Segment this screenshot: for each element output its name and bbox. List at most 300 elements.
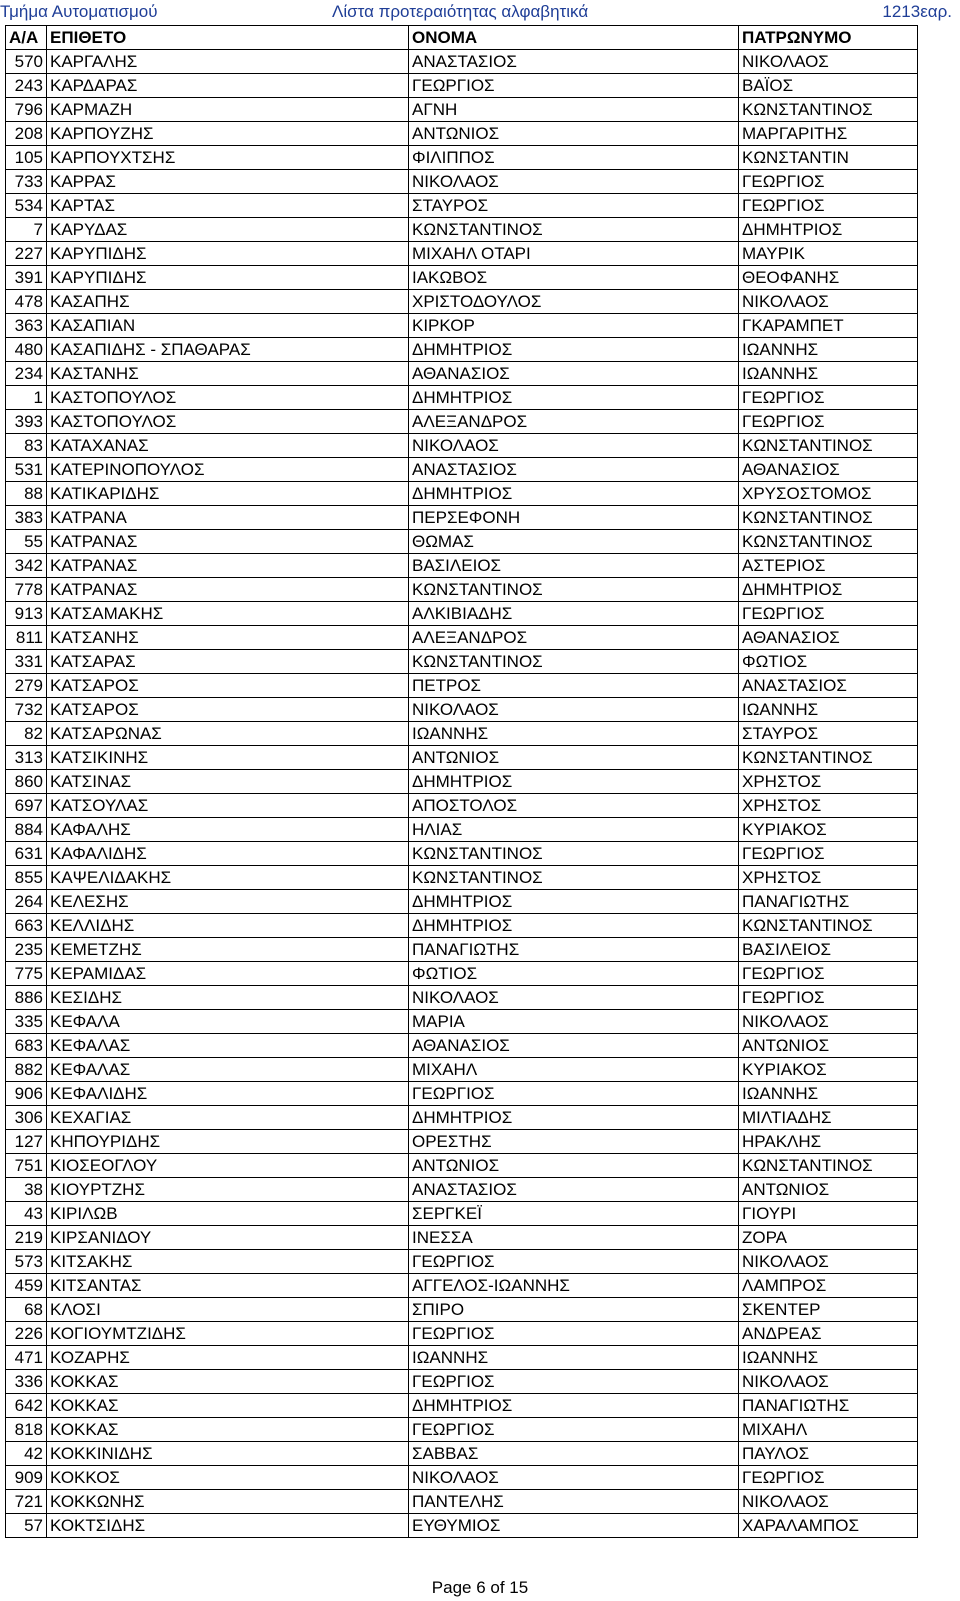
cell-surname: ΚΕΡΑΜΙΔΑΣ bbox=[47, 962, 409, 986]
cell-aa: 855 bbox=[6, 866, 47, 890]
cell-fathers-name: ΑΣΤΕΡΙΟΣ bbox=[739, 554, 918, 578]
cell-first-name: ΦΩΤΙΟΣ bbox=[409, 962, 739, 986]
cell-surname: ΚΕΛΛΙΔΗΣ bbox=[47, 914, 409, 938]
table-row bbox=[6, 986, 918, 1010]
table-row bbox=[6, 1442, 918, 1466]
cell-first-name: ΑΓΝΗ bbox=[409, 98, 739, 122]
table-row bbox=[6, 1418, 918, 1442]
cell-fathers-name: ΦΩΤΙΟΣ bbox=[739, 650, 918, 674]
cell-aa: 884 bbox=[6, 818, 47, 842]
cell-fathers-name: ΑΝΑΣΤΑΣΙΟΣ bbox=[739, 674, 918, 698]
table-row bbox=[6, 1370, 918, 1394]
cell-aa: 860 bbox=[6, 770, 47, 794]
cell-first-name: ΓΕΩΡΓΙΟΣ bbox=[409, 74, 739, 98]
table-row bbox=[6, 362, 918, 386]
cell-aa: 208 bbox=[6, 122, 47, 146]
table-row bbox=[6, 602, 918, 626]
table-row bbox=[6, 1274, 918, 1298]
cell-aa: 642 bbox=[6, 1394, 47, 1418]
cell-aa: 264 bbox=[6, 890, 47, 914]
table-row bbox=[6, 1058, 918, 1082]
cell-first-name: ΠΑΝΑΓΙΩΤΗΣ bbox=[409, 938, 739, 962]
table-row bbox=[6, 1466, 918, 1490]
cell-fathers-name: ΓΕΩΡΓΙΟΣ bbox=[739, 602, 918, 626]
cell-fathers-name: ΔΗΜΗΤΡΙΟΣ bbox=[739, 578, 918, 602]
table-body bbox=[6, 50, 918, 1538]
cell-surname: ΚΑΤΣΑΡΟΣ bbox=[47, 674, 409, 698]
page-number: Page 6 of 15 bbox=[431, 1578, 529, 1597]
cell-aa: 534 bbox=[6, 194, 47, 218]
cell-fathers-name: ΘΕΟΦΑΝΗΣ bbox=[739, 266, 918, 290]
cell-fathers-name: ΧΡΗΣΤΟΣ bbox=[739, 794, 918, 818]
cell-first-name: ΝΙΚΟΛΑΟΣ bbox=[409, 986, 739, 1010]
table-row bbox=[6, 386, 918, 410]
cell-fathers-name: ΚΩΝΣΤΑΝΤΙΝΟΣ bbox=[739, 1154, 918, 1178]
cell-fathers-name: ΙΩΑΝΝΗΣ bbox=[739, 1346, 918, 1370]
cell-surname: ΚΑΤΑΧΑΝΑΣ bbox=[47, 434, 409, 458]
page-header bbox=[0, 0, 960, 24]
cell-aa: 886 bbox=[6, 986, 47, 1010]
cell-aa: 331 bbox=[6, 650, 47, 674]
cell-surname: ΚΑΣΤΟΠΟΥΛΟΣ bbox=[47, 386, 409, 410]
cell-fathers-name: ΒΑΣΙΛΕΙΟΣ bbox=[739, 938, 918, 962]
cell-surname: ΚΑΤΣΑΡΑΣ bbox=[47, 650, 409, 674]
cell-aa: 778 bbox=[6, 578, 47, 602]
table-row bbox=[6, 746, 918, 770]
cell-fathers-name: ΝΙΚΟΛΑΟΣ bbox=[739, 1490, 918, 1514]
cell-surname: ΚΑΣΑΠΙΑΝ bbox=[47, 314, 409, 338]
cell-fathers-name: ΑΝΤΩΝΙΟΣ bbox=[739, 1178, 918, 1202]
cell-aa: 88 bbox=[6, 482, 47, 506]
table-row bbox=[6, 1394, 918, 1418]
cell-first-name: ΚΙΡΚΟΡ bbox=[409, 314, 739, 338]
cell-fathers-name: ΠΑΝΑΓΙΩΤΗΣ bbox=[739, 890, 918, 914]
cell-aa: 631 bbox=[6, 842, 47, 866]
cell-aa: 480 bbox=[6, 338, 47, 362]
cell-fathers-name: ΙΩΑΝΝΗΣ bbox=[739, 338, 918, 362]
cell-aa: 105 bbox=[6, 146, 47, 170]
cell-surname: ΚΑΣΑΠΙΔΗΣ - ΣΠΑΘΑΡΑΣ bbox=[47, 338, 409, 362]
cell-surname: ΚΑΤΣΑΡΟΣ bbox=[47, 698, 409, 722]
cell-aa: 383 bbox=[6, 506, 47, 530]
cell-first-name: ΘΩΜΑΣ bbox=[409, 530, 739, 554]
cell-surname: ΚΟΚΚΟΣ bbox=[47, 1466, 409, 1490]
cell-first-name: ΔΗΜΗΤΡΙΟΣ bbox=[409, 338, 739, 362]
cell-surname: ΚΕΣΙΔΗΣ bbox=[47, 986, 409, 1010]
cell-fathers-name: ΧΡΥΣΟΣΤΟΜΟΣ bbox=[739, 482, 918, 506]
cell-surname: ΚΛΟΣΙ bbox=[47, 1298, 409, 1322]
cell-fathers-name: ΧΑΡΑΛΑΜΠΟΣ bbox=[739, 1514, 918, 1538]
cell-fathers-name: ΚΩΝΣΤΑΝΤΙΝΟΣ bbox=[739, 746, 918, 770]
cell-surname: ΚΟΚΚΑΣ bbox=[47, 1370, 409, 1394]
cell-surname: ΚΑΣΑΠΗΣ bbox=[47, 290, 409, 314]
cell-first-name: ΣΕΡΓΚΕΪ bbox=[409, 1202, 739, 1226]
cell-surname: ΚΑΦΑΛΙΔΗΣ bbox=[47, 842, 409, 866]
cell-surname: ΚΟΚΚΩΝΗΣ bbox=[47, 1490, 409, 1514]
cell-surname: ΚΑΡΡΑΣ bbox=[47, 170, 409, 194]
table-row bbox=[6, 866, 918, 890]
cell-first-name: ΠΕΤΡΟΣ bbox=[409, 674, 739, 698]
cell-aa: 226 bbox=[6, 1322, 47, 1346]
cell-first-name: ΓΕΩΡΓΙΟΣ bbox=[409, 1082, 739, 1106]
cell-first-name: ΚΩΝΣΤΑΝΤΙΝΟΣ bbox=[409, 842, 739, 866]
cell-surname: ΚΙΟΥΡΤΖΗΣ bbox=[47, 1178, 409, 1202]
cell-surname: ΚΑΤΣΟΥΛΑΣ bbox=[47, 794, 409, 818]
cell-first-name: ΑΝΑΣΤΑΣΙΟΣ bbox=[409, 1178, 739, 1202]
cell-first-name: ΝΙΚΟΛΑΟΣ bbox=[409, 698, 739, 722]
cell-fathers-name: ΑΘΑΝΑΣΙΟΣ bbox=[739, 458, 918, 482]
table-row bbox=[6, 698, 918, 722]
table-row bbox=[6, 458, 918, 482]
cell-aa: 219 bbox=[6, 1226, 47, 1250]
cell-fathers-name: ΚΥΡΙΑΚΟΣ bbox=[739, 818, 918, 842]
table-row bbox=[6, 194, 918, 218]
cell-aa: 683 bbox=[6, 1034, 47, 1058]
cell-surname: ΚΟΓΙΟΥΜΤΖΙΔΗΣ bbox=[47, 1322, 409, 1346]
cell-surname: ΚΙΡΙΛΩΒ bbox=[47, 1202, 409, 1226]
cell-first-name: ΓΕΩΡΓΙΟΣ bbox=[409, 1322, 739, 1346]
cell-fathers-name: ΓΕΩΡΓΙΟΣ bbox=[739, 1466, 918, 1490]
table-row bbox=[6, 1250, 918, 1274]
cell-aa: 471 bbox=[6, 1346, 47, 1370]
table-row bbox=[6, 962, 918, 986]
cell-surname: ΚΙΤΣΑΝΤΑΣ bbox=[47, 1274, 409, 1298]
cell-fathers-name: ΑΘΑΝΑΣΙΟΣ bbox=[739, 626, 918, 650]
cell-first-name: ΔΗΜΗΤΡΙΟΣ bbox=[409, 1394, 739, 1418]
cell-aa: 336 bbox=[6, 1370, 47, 1394]
cell-surname: ΚΑΡΠΟΥΧΤΣΗΣ bbox=[47, 146, 409, 170]
table-row bbox=[6, 578, 918, 602]
cell-surname: ΚΕΧΑΓΙΑΣ bbox=[47, 1106, 409, 1130]
cell-first-name: ΔΗΜΗΤΡΙΟΣ bbox=[409, 770, 739, 794]
cell-first-name: ΧΡΙΣΤΟΔΟΥΛΟΣ bbox=[409, 290, 739, 314]
cell-first-name: ΣΠΙΡΟ bbox=[409, 1298, 739, 1322]
department-label: Τμήμα Αυτοματισμού bbox=[0, 2, 158, 21]
cell-first-name: ΙΝΕΣΣΑ bbox=[409, 1226, 739, 1250]
cell-surname: ΚΑΤΣΙΚΙΝΗΣ bbox=[47, 746, 409, 770]
cell-aa: 7 bbox=[6, 218, 47, 242]
cell-aa: 38 bbox=[6, 1178, 47, 1202]
cell-first-name: ΙΑΚΩΒΟΣ bbox=[409, 266, 739, 290]
cell-fathers-name: ΖΟΡΑ bbox=[739, 1226, 918, 1250]
cell-first-name: ΔΗΜΗΤΡΙΟΣ bbox=[409, 482, 739, 506]
cell-fathers-name: ΓΕΩΡΓΙΟΣ bbox=[739, 410, 918, 434]
cell-aa: 55 bbox=[6, 530, 47, 554]
table-row bbox=[6, 626, 918, 650]
cell-surname: ΚΟΚΚΙΝΙΔΗΣ bbox=[47, 1442, 409, 1466]
cell-surname: ΚΑΡΜΑΖΗ bbox=[47, 98, 409, 122]
cell-fathers-name: ΜΑΡΓΑΡΙΤΗΣ bbox=[739, 122, 918, 146]
table-row bbox=[6, 290, 918, 314]
cell-aa: 57 bbox=[6, 1514, 47, 1538]
cell-fathers-name: ΚΩΝΣΤΑΝΤΙΝΟΣ bbox=[739, 434, 918, 458]
column-header-first-name: ΟΝΟΜΑ bbox=[409, 26, 739, 50]
cell-surname: ΚΑΡΤΑΣ bbox=[47, 194, 409, 218]
cell-first-name: ΔΗΜΗΤΡΙΟΣ bbox=[409, 890, 739, 914]
table-row bbox=[6, 50, 918, 74]
cell-surname: ΚΑΦΑΛΗΣ bbox=[47, 818, 409, 842]
table-row bbox=[6, 1130, 918, 1154]
cell-surname: ΚΕΦΑΛΙΔΗΣ bbox=[47, 1082, 409, 1106]
table-row bbox=[6, 1034, 918, 1058]
cell-first-name: ΔΗΜΗΤΡΙΟΣ bbox=[409, 914, 739, 938]
cell-surname: ΚΑΣΤΑΝΗΣ bbox=[47, 362, 409, 386]
cell-aa: 227 bbox=[6, 242, 47, 266]
cell-aa: 697 bbox=[6, 794, 47, 818]
cell-aa: 732 bbox=[6, 698, 47, 722]
cell-fathers-name: ΒΑΪΟΣ bbox=[739, 74, 918, 98]
cell-aa: 811 bbox=[6, 626, 47, 650]
cell-first-name: ΑΝΤΩΝΙΟΣ bbox=[409, 1154, 739, 1178]
cell-aa: 913 bbox=[6, 602, 47, 626]
cell-fathers-name: ΝΙΚΟΛΑΟΣ bbox=[739, 290, 918, 314]
cell-surname: ΚΑΡΓΑΛΗΣ bbox=[47, 50, 409, 74]
cell-first-name: ΝΙΚΟΛΑΟΣ bbox=[409, 434, 739, 458]
cell-fathers-name: ΚΩΝΣΤΑΝΤΙΝΟΣ bbox=[739, 914, 918, 938]
cell-fathers-name: ΓΕΩΡΓΙΟΣ bbox=[739, 842, 918, 866]
table-row bbox=[6, 1298, 918, 1322]
cell-fathers-name: ΝΙΚΟΛΑΟΣ bbox=[739, 1370, 918, 1394]
cell-aa: 235 bbox=[6, 938, 47, 962]
cell-fathers-name: ΜΙΧΑΗΛ bbox=[739, 1418, 918, 1442]
table-row bbox=[6, 770, 918, 794]
table-row bbox=[6, 242, 918, 266]
cell-surname: ΚΗΠΟΥΡΙΔΗΣ bbox=[47, 1130, 409, 1154]
table-row bbox=[6, 818, 918, 842]
cell-first-name: ΠΑΝΤΕΛΗΣ bbox=[409, 1490, 739, 1514]
cell-first-name: ΑΓΓΕΛΟΣ-ΙΩΑΝΝΗΣ bbox=[409, 1274, 739, 1298]
cell-aa: 531 bbox=[6, 458, 47, 482]
cell-fathers-name: ΜΙΛΤΙΑΔΗΣ bbox=[739, 1106, 918, 1130]
cell-surname: ΚΕΦΑΛΑ bbox=[47, 1010, 409, 1034]
cell-fathers-name: ΚΥΡΙΑΚΟΣ bbox=[739, 1058, 918, 1082]
priority-list-table bbox=[5, 25, 918, 1538]
cell-aa: 127 bbox=[6, 1130, 47, 1154]
cell-surname: ΚΑΤΣΑΝΗΣ bbox=[47, 626, 409, 650]
cell-first-name: ΚΩΝΣΤΑΝΤΙΝΟΣ bbox=[409, 578, 739, 602]
table-row bbox=[6, 1226, 918, 1250]
cell-fathers-name: ΚΩΝΣΤΑΝΤΙΝΟΣ bbox=[739, 530, 918, 554]
cell-surname: ΚΑΤΙΚΑΡΙΔΗΣ bbox=[47, 482, 409, 506]
cell-first-name: ΓΕΩΡΓΙΟΣ bbox=[409, 1418, 739, 1442]
cell-first-name: ΙΩΑΝΝΗΣ bbox=[409, 722, 739, 746]
table-row bbox=[6, 122, 918, 146]
table-row bbox=[6, 530, 918, 554]
cell-fathers-name: ΓΕΩΡΓΙΟΣ bbox=[739, 386, 918, 410]
cell-first-name: ΒΑΣΙΛΕΙΟΣ bbox=[409, 554, 739, 578]
cell-first-name: ΑΘΑΝΑΣΙΟΣ bbox=[409, 1034, 739, 1058]
cell-surname: ΚΕΜΕΤΖΗΣ bbox=[47, 938, 409, 962]
cell-first-name: ΕΥΘΥΜΙΟΣ bbox=[409, 1514, 739, 1538]
cell-fathers-name: ΑΝΔΡΕΑΣ bbox=[739, 1322, 918, 1346]
table-header-row bbox=[6, 26, 918, 50]
cell-aa: 279 bbox=[6, 674, 47, 698]
cell-fathers-name: ΙΩΑΝΝΗΣ bbox=[739, 698, 918, 722]
cell-fathers-name: ΗΡΑΚΛΗΣ bbox=[739, 1130, 918, 1154]
cell-fathers-name: ΙΩΑΝΝΗΣ bbox=[739, 1082, 918, 1106]
cell-fathers-name: ΓΕΩΡΓΙΟΣ bbox=[739, 170, 918, 194]
cell-aa: 335 bbox=[6, 1010, 47, 1034]
table-row bbox=[6, 1322, 918, 1346]
cell-surname: ΚΙΤΣΑΚΗΣ bbox=[47, 1250, 409, 1274]
cell-surname: ΚΙΟΣΕΟΓΛΟΥ bbox=[47, 1154, 409, 1178]
cell-fathers-name: ΓΕΩΡΓΙΟΣ bbox=[739, 962, 918, 986]
cell-aa: 796 bbox=[6, 98, 47, 122]
cell-first-name: ΑΛΕΞΑΝΔΡΟΣ bbox=[409, 626, 739, 650]
cell-fathers-name: ΠΑΝΑΓΙΩΤΗΣ bbox=[739, 1394, 918, 1418]
cell-surname: ΚΑΨΕΛΙΔΑΚΗΣ bbox=[47, 866, 409, 890]
table-row bbox=[6, 1010, 918, 1034]
table-row bbox=[6, 722, 918, 746]
table-row bbox=[6, 482, 918, 506]
cell-surname: ΚΕΛΕΣΗΣ bbox=[47, 890, 409, 914]
cell-aa: 313 bbox=[6, 746, 47, 770]
cell-aa: 342 bbox=[6, 554, 47, 578]
cell-first-name: ΣΑΒΒΑΣ bbox=[409, 1442, 739, 1466]
cell-first-name: ΑΘΑΝΑΣΙΟΣ bbox=[409, 362, 739, 386]
table-row bbox=[6, 650, 918, 674]
table-row bbox=[6, 794, 918, 818]
cell-first-name: ΝΙΚΟΛΑΟΣ bbox=[409, 170, 739, 194]
table-row bbox=[6, 1154, 918, 1178]
cell-fathers-name: ΓΙΟΥΡΙ bbox=[739, 1202, 918, 1226]
table-row bbox=[6, 434, 918, 458]
cell-fathers-name: ΓΚΑΡΑΜΠΕΤ bbox=[739, 314, 918, 338]
cell-first-name: ΚΩΝΣΤΑΝΤΙΝΟΣ bbox=[409, 650, 739, 674]
cell-aa: 909 bbox=[6, 1466, 47, 1490]
column-header-aa: Α/Α bbox=[6, 26, 47, 50]
cell-surname: ΚΑΤΡΑΝΑΣ bbox=[47, 530, 409, 554]
cell-surname: ΚΟΚΚΑΣ bbox=[47, 1394, 409, 1418]
cell-aa: 775 bbox=[6, 962, 47, 986]
table-row bbox=[6, 1514, 918, 1538]
cell-aa: 1 bbox=[6, 386, 47, 410]
cell-fathers-name: ΚΩΝΣΤΑΝΤΙΝΟΣ bbox=[739, 506, 918, 530]
cell-first-name: ΑΝΑΣΤΑΣΙΟΣ bbox=[409, 458, 739, 482]
table-row bbox=[6, 1106, 918, 1130]
cell-fathers-name: ΝΙΚΟΛΑΟΣ bbox=[739, 50, 918, 74]
document-title: Λίστα προτεραιότητας αλφαβητικά bbox=[332, 2, 589, 21]
cell-aa: 82 bbox=[6, 722, 47, 746]
cell-surname: ΚΑΤΕΡΙΝΟΠΟΥΛΟΣ bbox=[47, 458, 409, 482]
cell-first-name: ΑΝΤΩΝΙΟΣ bbox=[409, 122, 739, 146]
cell-surname: ΚΙΡΣΑΝΙΔΟΥ bbox=[47, 1226, 409, 1250]
cell-fathers-name: ΔΗΜΗΤΡΙΟΣ bbox=[739, 218, 918, 242]
cell-aa: 751 bbox=[6, 1154, 47, 1178]
cell-fathers-name: ΑΝΤΩΝΙΟΣ bbox=[739, 1034, 918, 1058]
cell-fathers-name: ΝΙΚΟΛΑΟΣ bbox=[739, 1250, 918, 1274]
cell-surname: ΚΑΤΡΑΝΑ bbox=[47, 506, 409, 530]
table-row bbox=[6, 338, 918, 362]
table-row bbox=[6, 1178, 918, 1202]
cell-fathers-name: ΛΑΜΠΡΟΣ bbox=[739, 1274, 918, 1298]
cell-surname: ΚΕΦΑΛΑΣ bbox=[47, 1058, 409, 1082]
cell-first-name: ΑΛΚΙΒΙΑΔΗΣ bbox=[409, 602, 739, 626]
table-row bbox=[6, 266, 918, 290]
cell-fathers-name: ΚΩΝΣΤΑΝΤΙΝΟΣ bbox=[739, 98, 918, 122]
cell-first-name: ΣΤΑΥΡΟΣ bbox=[409, 194, 739, 218]
cell-first-name: ΓΕΩΡΓΙΟΣ bbox=[409, 1370, 739, 1394]
cell-surname: ΚΕΦΑΛΑΣ bbox=[47, 1034, 409, 1058]
column-header-surname: ΕΠΙΘΕΤΟ bbox=[47, 26, 409, 50]
cell-aa: 733 bbox=[6, 170, 47, 194]
cell-aa: 391 bbox=[6, 266, 47, 290]
cell-aa: 478 bbox=[6, 290, 47, 314]
cell-fathers-name: ΙΩΑΝΝΗΣ bbox=[739, 362, 918, 386]
cell-aa: 306 bbox=[6, 1106, 47, 1130]
cell-aa: 663 bbox=[6, 914, 47, 938]
table-row bbox=[6, 674, 918, 698]
cell-aa: 83 bbox=[6, 434, 47, 458]
cell-surname: ΚΑΡΥΠΙΔΗΣ bbox=[47, 266, 409, 290]
table-row bbox=[6, 74, 918, 98]
cell-first-name: ΔΗΜΗΤΡΙΟΣ bbox=[409, 386, 739, 410]
cell-surname: ΚΟΚΚΑΣ bbox=[47, 1418, 409, 1442]
cell-surname: ΚΑΡΔΑΡΑΣ bbox=[47, 74, 409, 98]
cell-surname: ΚΟΖΑΡΗΣ bbox=[47, 1346, 409, 1370]
table-row bbox=[6, 1202, 918, 1226]
cell-aa: 459 bbox=[6, 1274, 47, 1298]
cell-first-name: ΑΝΤΩΝΙΟΣ bbox=[409, 746, 739, 770]
semester-label: 1213εαρ. bbox=[882, 2, 952, 21]
cell-first-name: ΙΩΑΝΝΗΣ bbox=[409, 1346, 739, 1370]
cell-first-name: ΦΙΛΙΠΠΟΣ bbox=[409, 146, 739, 170]
table-row bbox=[6, 842, 918, 866]
cell-fathers-name: ΓΕΩΡΓΙΟΣ bbox=[739, 986, 918, 1010]
table-row bbox=[6, 1082, 918, 1106]
cell-aa: 906 bbox=[6, 1082, 47, 1106]
cell-fathers-name: ΠΑΥΛΟΣ bbox=[739, 1442, 918, 1466]
cell-aa: 243 bbox=[6, 74, 47, 98]
cell-surname: ΚΑΡΠΟΥΖΗΣ bbox=[47, 122, 409, 146]
table-row bbox=[6, 314, 918, 338]
cell-aa: 393 bbox=[6, 410, 47, 434]
table-row bbox=[6, 890, 918, 914]
cell-fathers-name: ΧΡΗΣΤΟΣ bbox=[739, 770, 918, 794]
cell-surname: ΚΑΤΡΑΝΑΣ bbox=[47, 554, 409, 578]
cell-fathers-name: ΝΙΚΟΛΑΟΣ bbox=[739, 1010, 918, 1034]
cell-surname: ΚΑΤΣΑΜΑΚΗΣ bbox=[47, 602, 409, 626]
table-row bbox=[6, 98, 918, 122]
cell-first-name: ΜΙΧΑΗΛ ΟΤΑΡΙ bbox=[409, 242, 739, 266]
cell-first-name: ΓΕΩΡΓΙΟΣ bbox=[409, 1250, 739, 1274]
table-row bbox=[6, 506, 918, 530]
cell-first-name: ΠΕΡΣΕΦΟΝΗ bbox=[409, 506, 739, 530]
cell-surname: ΚΑΤΣΙΝΑΣ bbox=[47, 770, 409, 794]
cell-surname: ΚΑΤΣΑΡΩΝΑΣ bbox=[47, 722, 409, 746]
table-row bbox=[6, 914, 918, 938]
cell-aa: 570 bbox=[6, 50, 47, 74]
cell-surname: ΚΑΣΤΟΠΟΥΛΟΣ bbox=[47, 410, 409, 434]
cell-first-name: ΜΑΡΙΑ bbox=[409, 1010, 739, 1034]
cell-first-name: ΜΙΧΑΗΛ bbox=[409, 1058, 739, 1082]
cell-aa: 234 bbox=[6, 362, 47, 386]
cell-first-name: ΔΗΜΗΤΡΙΟΣ bbox=[409, 1106, 739, 1130]
cell-fathers-name: ΣΚΕΝΤΕΡ bbox=[739, 1298, 918, 1322]
cell-first-name: ΑΛΕΞΑΝΔΡΟΣ bbox=[409, 410, 739, 434]
cell-aa: 721 bbox=[6, 1490, 47, 1514]
cell-fathers-name: ΓΕΩΡΓΙΟΣ bbox=[739, 194, 918, 218]
cell-surname: ΚΑΡΥΠΙΔΗΣ bbox=[47, 242, 409, 266]
table-row bbox=[6, 1490, 918, 1514]
table-row bbox=[6, 410, 918, 434]
column-header-fathers-name: ΠΑΤΡΩΝΥΜΟ bbox=[739, 26, 918, 50]
cell-aa: 573 bbox=[6, 1250, 47, 1274]
table-row bbox=[6, 1346, 918, 1370]
table-row bbox=[6, 146, 918, 170]
cell-fathers-name: ΧΡΗΣΤΟΣ bbox=[739, 866, 918, 890]
cell-aa: 363 bbox=[6, 314, 47, 338]
